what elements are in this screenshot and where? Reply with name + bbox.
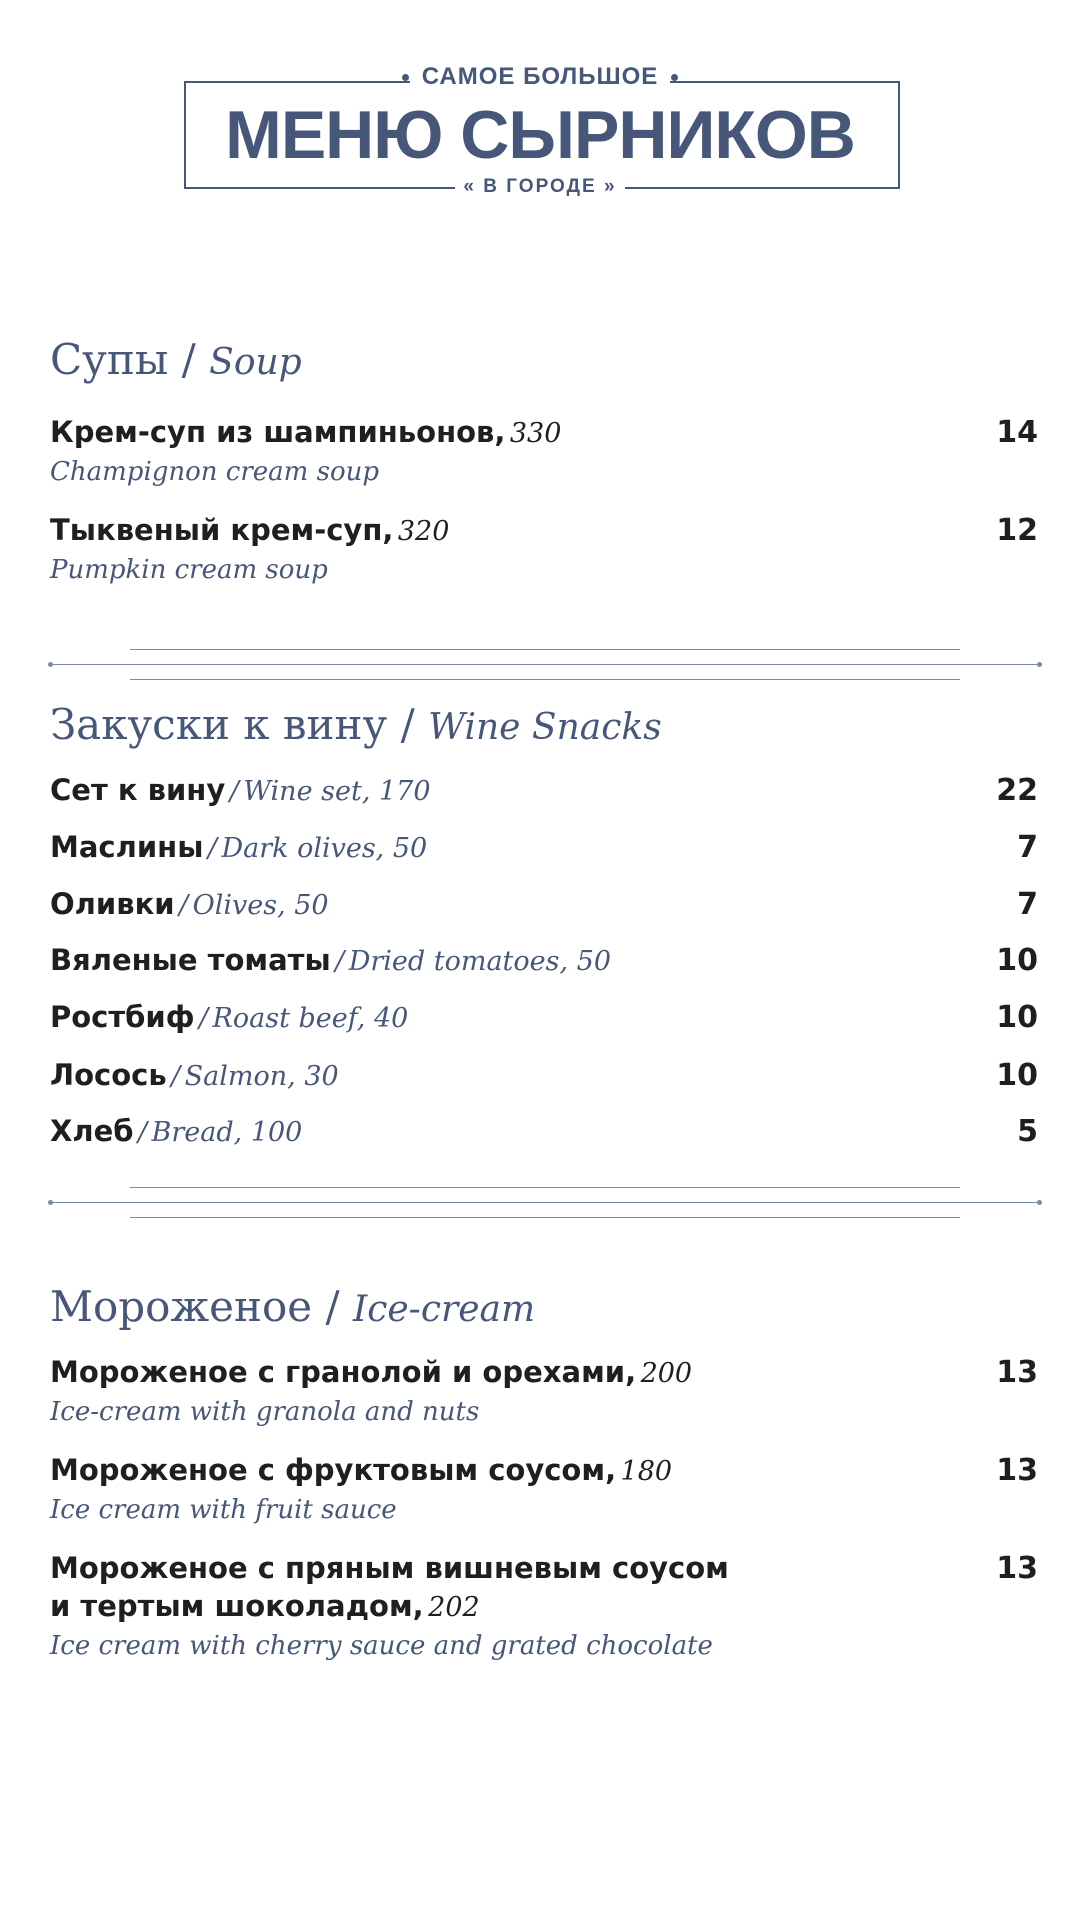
item-weight: 180: [620, 1456, 673, 1487]
item-price: 10: [996, 1000, 1038, 1035]
item-price: 14: [996, 415, 1038, 450]
item-separator: /: [171, 1061, 181, 1092]
item-price: 10: [996, 1058, 1038, 1093]
logo-main-text: МЕНЮ СЫРНИКОВ: [225, 97, 855, 173]
section-title-en: Soup: [209, 342, 302, 383]
item-name: Вяленые томаты: [50, 943, 331, 977]
section-title-en: Wine Snacks: [428, 707, 662, 748]
item-english-name: Dark olives, 50: [221, 833, 428, 864]
item-price: 22: [996, 773, 1038, 808]
menu-item-icecream-2: [50, 1453, 1038, 1525]
logo-top-text: САМОЕ БОЛЬШОЕ: [0, 63, 1080, 91]
item-separator: /: [207, 833, 218, 864]
item-name: Тыквеный крем-суп,: [50, 513, 394, 547]
item-english-name: Olives, 50: [192, 890, 329, 921]
item-separator: /: [137, 1117, 148, 1148]
menu-item-snack-6: [50, 1058, 1038, 1092]
item-name: Лосось: [50, 1058, 167, 1092]
item-description: Ice cream with fruit sauce: [50, 1495, 397, 1525]
item-weight: 200: [640, 1358, 693, 1389]
item-english-name: Bread, 100: [151, 1117, 303, 1148]
menu-item-snack-7: [50, 1114, 1038, 1148]
section-title-ru: Закуски к вину: [50, 700, 388, 749]
item-english-name: Roast beef, 40: [212, 1003, 409, 1034]
item-name: Сет к вину: [50, 773, 226, 807]
item-english-name: Wine set, 170: [243, 776, 431, 807]
item-separator: /: [198, 1003, 209, 1034]
item-price: 10: [996, 943, 1038, 978]
item-price: 13: [996, 1355, 1038, 1390]
menu-item-icecream-3: [50, 1551, 1038, 1661]
item-price: 5: [1017, 1114, 1038, 1149]
section-title-ru: Мороженое: [50, 1282, 313, 1331]
item-name-line-2: и тертым шоколадом,: [50, 1589, 424, 1623]
item-description: Ice cream with cherry sauce and grated chocolate: [50, 1631, 713, 1661]
item-description: Champignon cream soup: [50, 457, 379, 487]
section-title-wine-snacks: [50, 700, 662, 749]
section-title-separator: /: [181, 335, 196, 384]
item-name: Мороженое с гранолой и орехами,: [50, 1355, 637, 1389]
item-price: 12: [996, 513, 1038, 548]
divider: [50, 649, 1040, 683]
item-english-name: Salmon, 30: [184, 1061, 339, 1092]
menu-item-soup-2: [50, 513, 1038, 585]
item-name: Крем-суп из шампиньонов,: [50, 415, 506, 449]
section-title-en: Ice-cream: [352, 1289, 536, 1330]
menu-item-snack-4: [50, 943, 1038, 977]
item-weight: 320: [397, 516, 450, 547]
section-title-ice-cream: [50, 1282, 535, 1331]
menu-item-snack-3: [50, 887, 1038, 921]
item-name-line-1: Мороженое с пряным вишневым соусом: [50, 1551, 729, 1585]
item-separator: /: [229, 776, 239, 807]
item-price: 13: [996, 1551, 1038, 1586]
item-name: Ростбиф: [50, 1000, 195, 1034]
menu-item-soup-1: [50, 415, 1038, 487]
item-separator: /: [179, 890, 189, 921]
item-name-line-2-row: [50, 1589, 1038, 1623]
item-name: Оливки: [50, 887, 175, 921]
item-description: Ice-cream with granola and nuts: [50, 1397, 480, 1427]
menu-item-icecream-1: [50, 1355, 1038, 1427]
item-name: Мороженое с фруктовым соусом,: [50, 1453, 617, 1487]
section-title-ru: Супы: [50, 335, 169, 384]
item-name: Маслины: [50, 830, 204, 864]
logo-bottom-text: « В ГОРОДЕ »: [0, 176, 1080, 198]
item-separator: /: [335, 946, 345, 977]
item-weight: 202: [428, 1592, 480, 1623]
menu-item-snack-5: [50, 1000, 1038, 1034]
item-price: 7: [1017, 887, 1038, 922]
section-title-separator: /: [325, 1282, 340, 1331]
section-title-soup: [50, 335, 302, 384]
item-price: 7: [1017, 830, 1038, 865]
item-name: Хлеб: [50, 1114, 134, 1148]
item-price: 13: [996, 1453, 1038, 1488]
item-english-name: Dried tomatoes, 50: [348, 946, 612, 977]
section-title-separator: /: [400, 700, 415, 749]
divider: [50, 1187, 1040, 1221]
item-description: Pumpkin cream soup: [50, 555, 328, 585]
menu-item-snack-2: [50, 830, 1038, 864]
item-weight: 330: [509, 418, 562, 449]
menu-item-snack-1: [50, 773, 1038, 807]
